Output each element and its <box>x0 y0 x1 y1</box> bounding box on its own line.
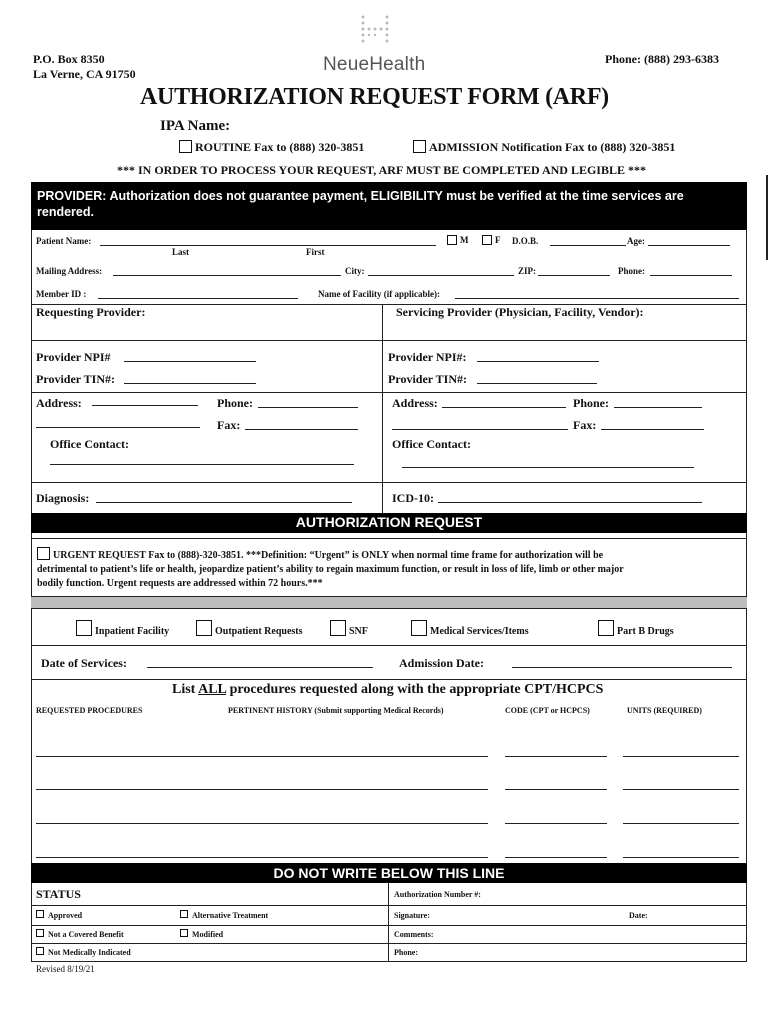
office-contact-right-label: Office Contact: <box>392 437 471 451</box>
phone-left-label: Phone: <box>217 396 253 410</box>
patient-name-label: Patient Name: <box>36 236 92 246</box>
address-left-field[interactable] <box>92 405 198 406</box>
dob-label: D.O.B. <box>512 236 539 246</box>
admission-option[interactable] <box>413 140 675 155</box>
part-b-option[interactable] <box>598 620 674 637</box>
authorization-request-banner: AUTHORIZATION REQUEST <box>31 513 747 533</box>
npi-right-label: Provider NPI#: <box>388 350 467 364</box>
modified-label: Modified <box>192 930 224 939</box>
phone-right-label: Phone: <box>573 396 609 410</box>
zip-field[interactable] <box>538 275 610 276</box>
address-right-field-2[interactable] <box>392 429 568 430</box>
address-right-label: Address: <box>392 396 438 410</box>
not-covered-option[interactable] <box>36 929 124 939</box>
code-row-1[interactable] <box>505 756 607 757</box>
fax-left-field[interactable] <box>245 429 358 430</box>
not-covered-label: Not a Covered Benefit <box>48 930 124 939</box>
phone-left-field[interactable] <box>258 407 358 408</box>
procedure-row-1[interactable] <box>36 756 488 757</box>
status-title: STATUS <box>36 887 81 901</box>
procedures-heading-post: procedures requested along with the appropriate CPT/HCPCS <box>226 682 604 697</box>
procedures-heading-all: ALL <box>198 682 227 697</box>
units-row-3[interactable] <box>623 823 739 824</box>
urgent-request[interactable] <box>37 547 624 591</box>
comments-label: Comments: <box>394 930 434 939</box>
admission-date-label: Admission Date: <box>399 656 485 670</box>
snf-label: SNF <box>349 626 368 637</box>
not-medical-checkbox[interactable] <box>36 947 44 955</box>
units-row-2[interactable] <box>623 789 739 790</box>
urgent-text-3: bodily function. Urgent requests are addressed within 72 hours.*** <box>37 578 323 589</box>
col-requested-procedures: REQUESTED PROCEDURES <box>36 706 143 715</box>
female-option[interactable] <box>482 235 501 245</box>
margin-mark <box>766 175 768 260</box>
medical-services-label: Medical Services/Items <box>430 626 529 637</box>
procedures-heading <box>172 682 603 698</box>
member-id-label: Member ID : <box>36 289 87 299</box>
status-date-label: Date: <box>629 911 648 920</box>
admission-label: ADMISSION Notification Fax to (888) 320-3851 <box>429 140 676 154</box>
address-line-2: La Verne, CA 91750 <box>33 67 136 81</box>
tin-right-field[interactable] <box>477 383 597 384</box>
revision-date: Revised 8/19/21 <box>36 964 95 974</box>
office-contact-left-label: Office Contact: <box>50 437 129 451</box>
modified-checkbox[interactable] <box>180 929 188 937</box>
tin-left-label: Provider TIN#: <box>36 372 116 386</box>
not-covered-checkbox[interactable] <box>36 929 44 937</box>
procedure-row-2[interactable] <box>36 789 488 790</box>
signature-label: Signature: <box>394 911 430 920</box>
header-phone: Phone: (888) 293-6383 <box>605 52 719 66</box>
date-of-services-label: Date of Services: <box>41 656 127 670</box>
mailing-address-field[interactable] <box>113 275 341 276</box>
female-checkbox[interactable] <box>482 235 492 245</box>
alternative-checkbox[interactable] <box>180 910 188 918</box>
urgent-text-1: URGENT REQUEST Fax to (888)-320-3851. ***Definition: “Urgent” is ONLY when normal time frame for authorization will be <box>53 550 604 561</box>
procedures-heading-pre: List <box>172 682 199 697</box>
logo-text: NeueHealth <box>323 54 426 75</box>
facility-name-label: Name of Facility (if applicable): <box>318 289 440 299</box>
code-row-4[interactable] <box>505 857 607 858</box>
address-line-1: P.O. Box 8350 <box>33 52 105 66</box>
female-label: F <box>495 235 501 245</box>
member-id-field[interactable] <box>98 298 298 299</box>
gray-divider <box>31 597 747 608</box>
icd-label: ICD-10: <box>392 491 434 505</box>
procedure-row-4[interactable] <box>36 857 488 858</box>
office-contact-right-field[interactable] <box>402 467 694 468</box>
urgent-checkbox[interactable] <box>37 547 50 560</box>
alternative-option[interactable] <box>180 910 268 920</box>
diagnosis-label: Diagnosis: <box>36 491 90 505</box>
page-title: AUTHORIZATION REQUEST FORM (ARF) <box>140 84 609 110</box>
patient-name-field[interactable] <box>100 245 436 246</box>
approved-option[interactable] <box>36 910 82 920</box>
units-row-1[interactable] <box>623 756 739 757</box>
address-left-label: Address: <box>36 396 82 410</box>
routine-checkbox[interactable] <box>179 140 192 153</box>
fax-left-label: Fax: <box>217 418 241 432</box>
address-right-field[interactable] <box>442 407 566 408</box>
fax-right-field[interactable] <box>601 429 704 430</box>
requesting-provider-label: Requesting Provider: <box>36 305 146 319</box>
male-option[interactable] <box>447 235 469 245</box>
procedure-row-3[interactable] <box>36 823 488 824</box>
approved-checkbox[interactable] <box>36 910 44 918</box>
code-row-2[interactable] <box>505 789 607 790</box>
not-medical-option[interactable] <box>36 947 131 957</box>
outpatient-label: Outpatient Requests <box>215 626 303 637</box>
phone-right-field[interactable] <box>614 407 702 408</box>
provider-banner: PROVIDER: Authorization does not guarantee payment, ELIGIBILITY must be verified at the time services are rendered. <box>31 182 747 230</box>
icd-field[interactable] <box>438 502 702 503</box>
age-label: Age: <box>627 236 645 246</box>
medical-services-option[interactable] <box>411 620 529 637</box>
units-row-4[interactable] <box>623 857 739 858</box>
date-of-services-field[interactable] <box>147 667 373 668</box>
logo-mark-icon <box>358 14 392 46</box>
fax-right-label: Fax: <box>573 418 597 432</box>
dob-field[interactable] <box>550 245 626 246</box>
admission-checkbox[interactable] <box>413 140 426 153</box>
npi-left-label: Provider NPI# <box>36 350 111 364</box>
mailing-address-label: Mailing Address: <box>36 266 103 276</box>
tin-left-field[interactable] <box>124 383 256 384</box>
outpatient-option[interactable] <box>196 620 303 637</box>
admission-date-field[interactable] <box>512 667 732 668</box>
col-code: CODE (CPT or HCPCS) <box>505 706 590 715</box>
npi-left-field[interactable] <box>124 361 256 362</box>
facility-name-field[interactable] <box>455 298 739 299</box>
col-units: UNITS (REQUIRED) <box>627 706 702 715</box>
npi-right-field[interactable] <box>477 361 599 362</box>
modified-option[interactable] <box>180 929 223 939</box>
legibility-notice: *** IN ORDER TO PROCESS YOUR REQUEST, ARF MUST BE COMPLETED AND LEGIBLE *** <box>117 163 646 177</box>
part-b-checkbox[interactable] <box>598 620 614 636</box>
approved-label: Approved <box>48 911 83 920</box>
diagnosis-field[interactable] <box>96 502 352 503</box>
male-label: M <box>460 235 469 245</box>
status-phone-label: Phone: <box>394 948 418 957</box>
last-caption: Last <box>172 247 190 257</box>
code-row-3[interactable] <box>505 823 607 824</box>
do-not-write-banner: DO NOT WRITE BELOW THIS LINE <box>31 863 747 883</box>
patient-phone-field[interactable] <box>650 275 732 276</box>
part-b-label: Part B Drugs <box>617 626 674 637</box>
patient-phone-label: Phone: <box>618 266 645 276</box>
alternative-label: Alternative Treatment <box>192 911 269 920</box>
ipa-name-label: IPA Name: <box>160 118 231 134</box>
male-checkbox[interactable] <box>447 235 457 245</box>
outpatient-checkbox[interactable] <box>196 620 212 636</box>
address-left-field-2[interactable] <box>36 427 200 428</box>
snf-option[interactable] <box>330 620 368 637</box>
city-label: City: <box>345 266 365 276</box>
urgent-text-2: detrimental to patient’s life or health, jeopardize patient’s ability to regain maximum function, or result in loss of life, limb or other major <box>37 564 624 575</box>
snf-checkbox[interactable] <box>330 620 346 636</box>
servicing-provider-label: Servicing Provider (Physician, Facility, Vendor): <box>396 305 644 319</box>
not-medical-label: Not Medically Indicated <box>48 948 131 957</box>
city-field[interactable] <box>368 275 514 276</box>
first-caption: First <box>306 247 325 257</box>
inpatient-label: Inpatient Facility <box>95 626 170 637</box>
routine-label: ROUTINE Fax to (888) 320-3851 <box>195 140 365 154</box>
zip-label: ZIP: <box>518 266 536 276</box>
inpatient-checkbox[interactable] <box>76 620 92 636</box>
routine-option[interactable] <box>179 140 364 155</box>
inpatient-option[interactable] <box>76 620 169 637</box>
age-field[interactable] <box>648 245 730 246</box>
tin-right-label: Provider TIN#: <box>388 372 468 386</box>
medical-services-checkbox[interactable] <box>411 620 427 636</box>
office-contact-left-field[interactable] <box>50 464 354 465</box>
auth-number-label: Authorization Number #: <box>394 890 481 899</box>
col-pertinent-history: PERTINENT HISTORY (Submit supporting Medical Records) <box>228 706 444 715</box>
